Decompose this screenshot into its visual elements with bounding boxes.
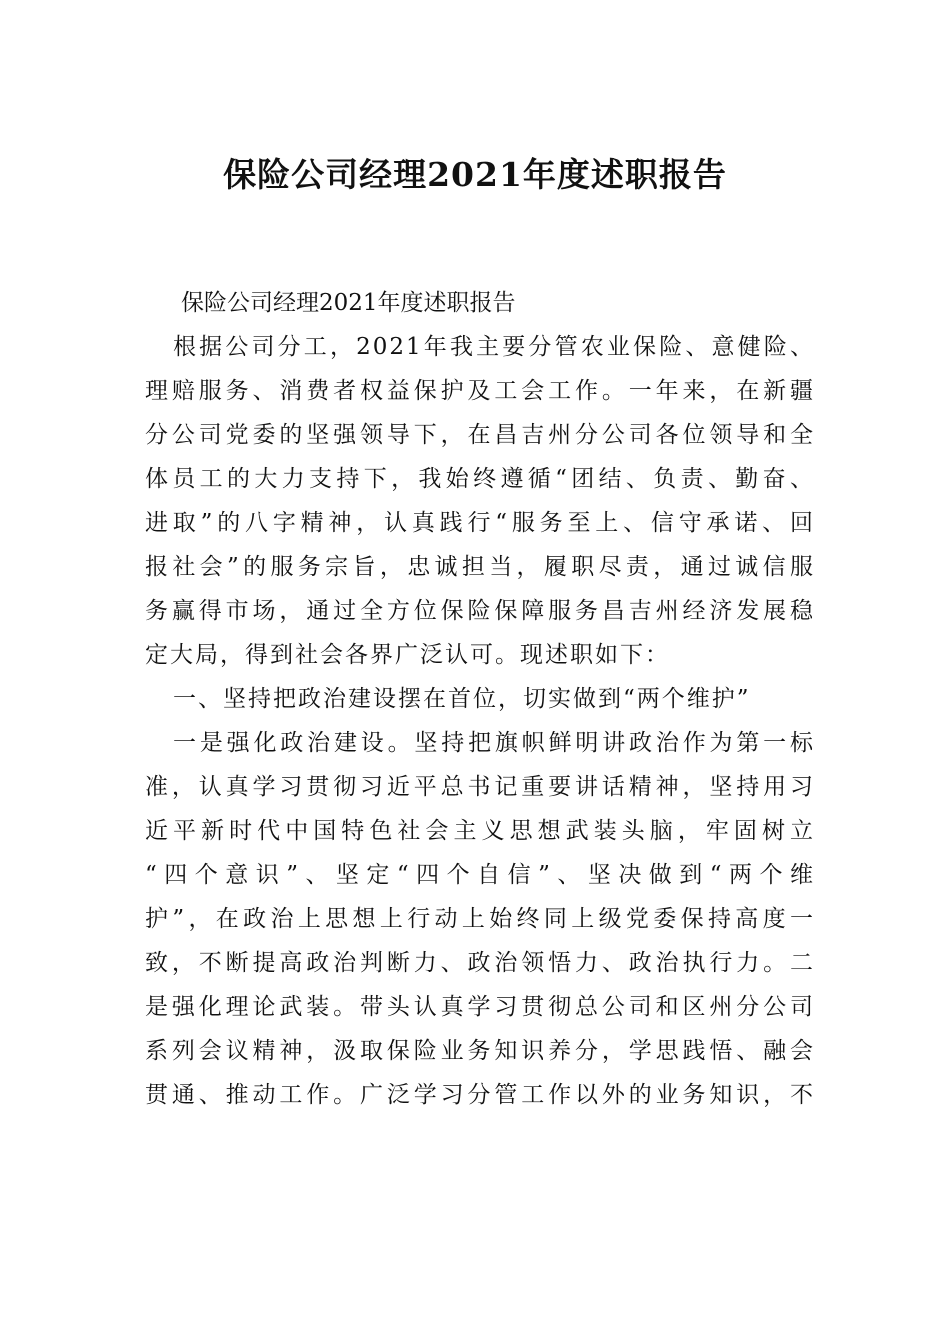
document-body [145, 281, 815, 1117]
paragraph-line: 贯通、推动工作。广泛学习分管工作以外的业务知识，不 [145, 1082, 815, 1108]
paragraph-line: 体员工的大力支持下，我始终遵循“团结、负责、勤奋、 [145, 466, 815, 492]
paragraph-line: 是强化理论武装。带头认真学习贯彻总公司和区州分公司 [145, 994, 815, 1020]
paragraph-line: 致，不断提高政治判断力、政治领悟力、政治执行力。二 [145, 950, 815, 976]
paragraph-line: 进取”的八字精神，认真践行“服务至上、信守承诺、回 [145, 510, 815, 536]
paragraph-line: “四个意识”、坚定“四个自信”、坚决做到“两个维 [145, 862, 815, 888]
paragraph-line: 务赢得市场，通过全方位保险保障服务昌吉州经济发展稳 [145, 598, 815, 624]
paragraph-line: 分公司党委的坚强领导下，在昌吉州分公司各位领导和全 [145, 422, 815, 448]
paragraph-line: 系列会议精神，汲取保险业务知识养分，学思践悟、融会 [145, 1038, 815, 1064]
section-heading: 一、坚持把政治建设摆在首位，切实做到“两个维护” [173, 686, 751, 712]
document-title: 保险公司经理2021年度述职报告 [223, 155, 727, 195]
paragraph-line: 理赔服务、消费者权益保护及工会工作。一年来，在新疆 [145, 378, 815, 404]
paragraph-line: 根据公司分工，2021年我主要分管农业保险、意健险、 [173, 334, 815, 360]
subtitle-line: 保险公司经理2021年度述职报告 [181, 290, 516, 316]
paragraph-line: 近平新时代中国特色社会主义思想武装头脑，牢固树立 [145, 818, 815, 844]
paragraph-line: 定大局，得到社会各界广泛认可。现述职如下： [145, 642, 670, 668]
paragraph-line: 一是强化政治建设。坚持把旗帜鲜明讲政治作为第一标 [173, 730, 815, 756]
paragraph-line: 准，认真学习贯彻习近平总书记重要讲话精神，坚持用习 [145, 774, 815, 800]
paragraph-line: 报社会”的服务宗旨，忠诚担当，履职尽责，通过诚信服 [145, 554, 815, 580]
paragraph-line: 护”，在政治上思想上行动上始终同上级党委保持高度一 [145, 906, 815, 932]
